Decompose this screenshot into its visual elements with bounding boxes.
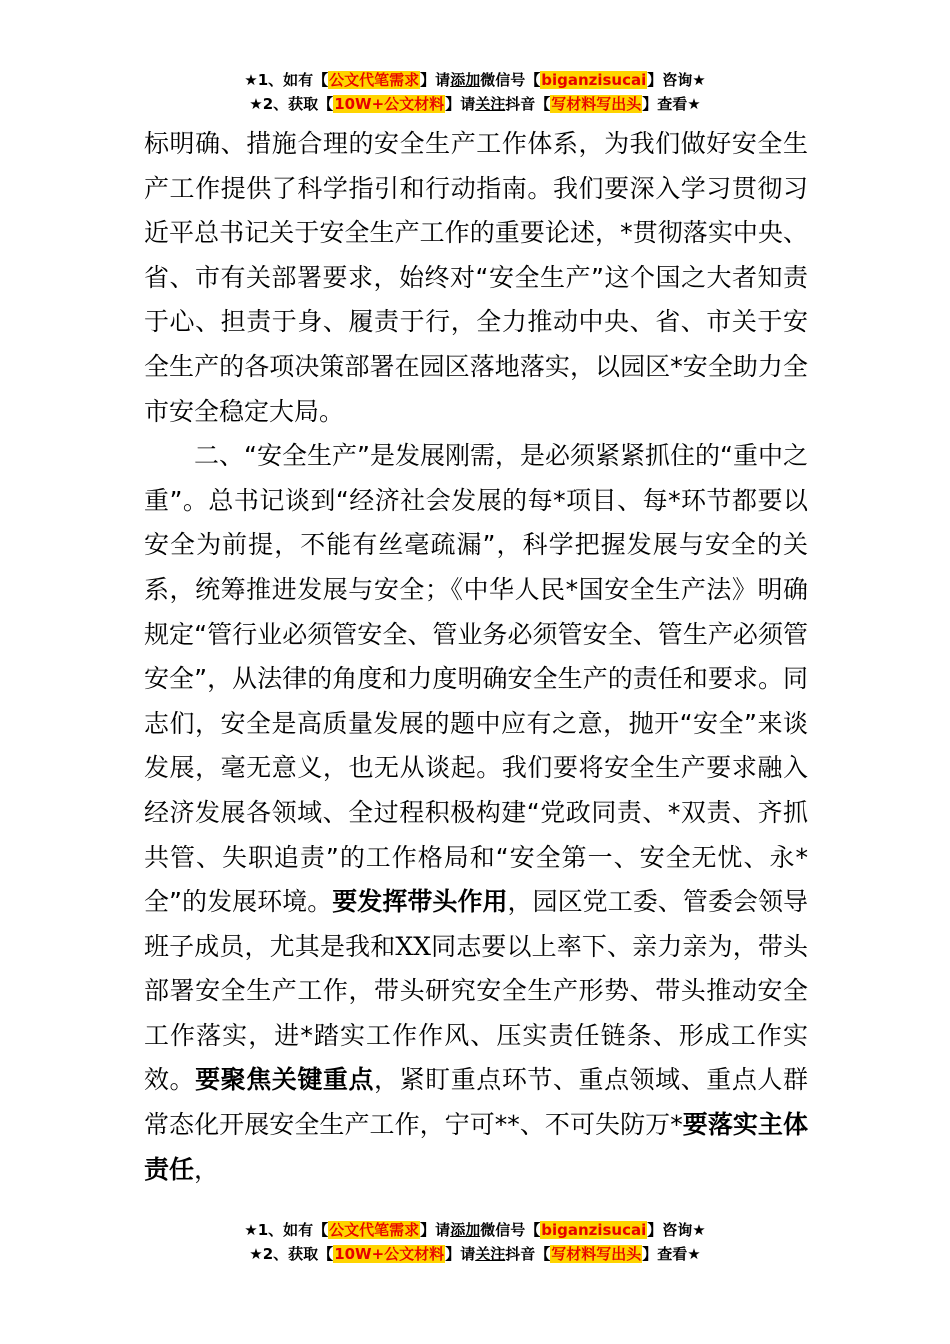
banner-text: 】请 — [420, 1221, 451, 1239]
paragraph-2 — [144, 434, 808, 1192]
banner-text: 抖音【 — [505, 1245, 551, 1263]
banner-underlined: 添加 — [450, 71, 481, 89]
banner-line-2 — [0, 1242, 950, 1266]
paragraph-text: 二、“安全生产”是发展刚需，是必须紧紧抓住的“重中之重”。总书记谈到“经济社会发展的每*项目、每*环节都要以安全为前提，不能有丝毫疏漏”，科学把握发展与安全的关系，统筹推进发展与安全；《中华人民*国安全生产法》明确规定“管行业必须管安全、管业务必须管安全、管生产必须管安全”，从法律的角度和力度明确安全生产的责任和要求。同志们，安全是高质量发展的题中应有之意，抛开“安全”来谈发展，毫无意义，也无从谈起。我们要将安全生产要求融入经济发展各领域、全过程积极构建“党政同责、*双责、齐抓共管、失职追责”的工作格局和“安全第一、安全无忧、永*全”的发展环境。 — [144, 441, 808, 917]
banner-text: 】查看★ — [642, 95, 701, 113]
banner-line-2 — [0, 92, 950, 116]
paragraph-text: 同志要以上率下、亲力亲为，带头部署安全生产工作，带头研究安全生产形势、带头推动安全工作落实，进*踏实工作作风、压实责任链条、形成工作实效。 — [144, 931, 808, 1095]
banner-text: 抖音【 — [505, 95, 551, 113]
bold-heading: 要发挥带头作用 — [332, 887, 508, 917]
footer-banner — [0, 1218, 950, 1266]
banner-text: ★2、获取【 — [249, 95, 334, 113]
banner-highlight: 公文代笔需求 — [329, 1221, 420, 1239]
banner-highlight: biganzisucai — [541, 71, 647, 89]
bold-heading: 要落实主体责任 — [144, 1110, 808, 1184]
paragraph-text: ，园区党工委、管委会领导班子成员，尤其是我和 — [144, 887, 808, 961]
paragraph-1: 标明确、措施合理的安全生产工作体系，为我们做好安全生产工作提供了科学指引和行动指南。我们要深入学习贯彻习近平总书记关于安全生产工作的重要论述，*贯彻落实中央、省、市有关部署要求，始终对“安全生产”这个国之大者知责于心、担责于身、履责于行，全力推动中央、省、市关于安全生产的各项决策部署在园区落地落实，以园区*安全助力全市安全稳定大局。 — [144, 129, 808, 426]
banner-underlined: 添加 — [450, 1221, 481, 1239]
banner-text: 】请 — [420, 71, 451, 89]
header-banner — [0, 68, 950, 116]
banner-text: 】查看★ — [642, 1245, 701, 1263]
paragraph-text: ， — [194, 1154, 220, 1184]
banner-highlight: 公文代笔需求 — [329, 71, 420, 89]
banner-text: ★2、获取【 — [249, 1245, 334, 1263]
banner-text: ★1、如有【 — [244, 71, 329, 89]
placeholder-name: XX — [395, 931, 431, 961]
banner-highlight: biganzisucai — [541, 1221, 647, 1239]
banner-highlight: 10W+公文材料 — [334, 1245, 445, 1263]
bold-heading: 要聚焦关键重点 — [195, 1065, 375, 1095]
banner-line-1 — [0, 1218, 950, 1242]
banner-text: 】咨询★ — [647, 1221, 706, 1239]
banner-underlined: 关注 — [475, 1245, 506, 1263]
banner-highlight: 写材料写出头 — [551, 1245, 642, 1263]
document-body — [144, 122, 808, 1192]
banner-highlight: 10W+公文材料 — [334, 95, 445, 113]
banner-text: 】请 — [445, 95, 476, 113]
banner-underlined: 关注 — [475, 95, 506, 113]
banner-text: 微信号【 — [480, 1221, 541, 1239]
banner-text: 】咨询★ — [647, 71, 706, 89]
paragraph-text: ，紧盯重点环节、重点领域、重点人群常态化开展安全生产工作，宁可**、不可失防万* — [144, 1065, 808, 1140]
banner-text: 】请 — [445, 1245, 476, 1263]
banner-line-1 — [0, 68, 950, 92]
banner-text: ★1、如有【 — [244, 1221, 329, 1239]
banner-highlight: 写材料写出头 — [551, 95, 642, 113]
banner-text: 微信号【 — [480, 71, 541, 89]
